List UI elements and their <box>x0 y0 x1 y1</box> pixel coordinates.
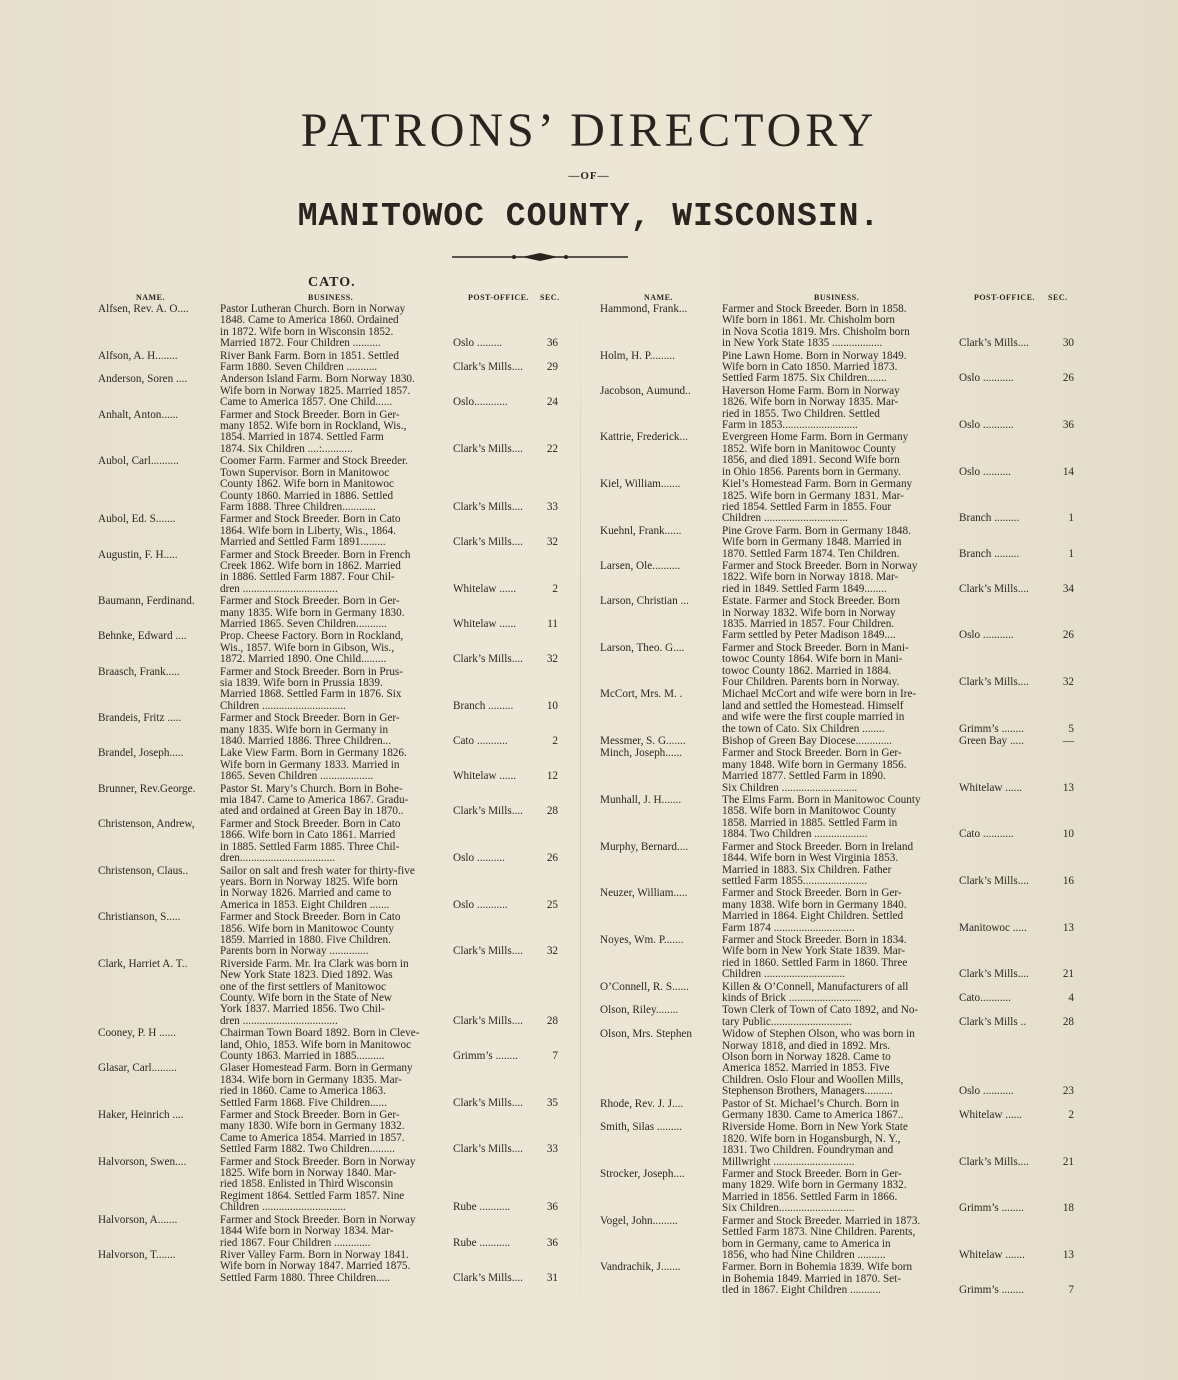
directory-entry <box>600 1216 1078 1262</box>
page-title: PATRONS’ DIRECTORY <box>300 104 878 157</box>
directory-entry <box>98 550 568 596</box>
entry-name: Neuzer, William..... <box>600 887 688 900</box>
directory-entry <box>98 1157 568 1214</box>
entry-sec: 26 <box>546 852 558 865</box>
entry-post-office: Clark’s Mills.... <box>959 337 1029 350</box>
directory-entry <box>98 912 568 958</box>
entry-sec: 28 <box>1062 1015 1074 1028</box>
entry-post-office: Branch ......... <box>959 512 1020 525</box>
entry-post-office: Grimm’s ........ <box>959 1284 1024 1297</box>
directory-entry <box>98 596 568 630</box>
entry-business: Farmer and Stock Breeder. Born in Ger- many 1829. Wife born in Germany 1832. Married in 1856. Settled Farm in 1866. Six Children........................... <box>722 1168 907 1215</box>
entry-business: Michael McCort and wife were born in Ire- land and settled the Homestead. Himself and wife were the first couple married in the town of Cato. Six Children ........ <box>722 688 917 735</box>
entry-post-office: Rube ........... <box>453 1236 511 1249</box>
entry-sec: 24 <box>546 396 558 409</box>
entry-sec: 7 <box>1068 1284 1074 1297</box>
entry-post-office: Clark’s Mills.... <box>453 442 523 455</box>
entry-sec: 36 <box>1062 419 1074 432</box>
directory-entry <box>600 1005 1078 1028</box>
entry-sec: 10 <box>546 699 558 712</box>
entry-post-office: Clark’s Mills.... <box>453 1014 523 1027</box>
directory-entry <box>98 1215 568 1249</box>
entry-business: Farmer and Stock Breeder. Born in 1858. Wife born in 1861. Mr. Chisholm born in Nova Scotia 1819. Mrs. Chisholm born in New York State 1835 .................. <box>722 303 910 350</box>
entry-post-office: Oslo .......... <box>959 465 1011 478</box>
entry-post-office: Clark’s Mills.... <box>959 968 1029 981</box>
entry-business: Estate. Farmer and Stock Breeder. Born in Norway 1832. Wife born in Norway 1835. Married in 1857. Four Children. Farm settled by Peter Madison 1849.... <box>722 595 901 642</box>
column-header-row <box>98 288 568 304</box>
entry-name: Olson, Mrs. Stephen <box>600 1028 692 1041</box>
directory-entry <box>600 596 1078 642</box>
directory-entry <box>98 410 568 456</box>
directory-entry <box>98 748 568 782</box>
entry-post-office: Clark’s Mills.... <box>453 536 523 549</box>
entry-name: Aubol, Carl.......... <box>98 455 179 468</box>
header-name: NAME. <box>136 293 165 302</box>
directory-entry <box>600 1029 1078 1097</box>
left-column <box>98 288 568 1285</box>
entry-name: Clark, Harriet A. T.. <box>98 957 188 970</box>
entry-name: Kattrie, Frederick... <box>600 431 688 444</box>
entry-business: Farmer and Stock Breeder. Born in Ger- many 1835. Wife born in Germany in 1840. Married 1886. Three Children... <box>220 712 400 748</box>
directory-entry <box>600 1262 1078 1296</box>
entry-business: Farmer and Stock Breeder. Born in Cato 1856. Wife born in Manitowoc County 1859. Married in 1880. Five Children. Parents born in Norway .............. <box>220 911 401 958</box>
entry-name: Kuehnl, Frank...... <box>600 524 682 537</box>
header-sec: SEC. <box>540 293 560 302</box>
entry-business: Widow of Stephen Olson, who was born in Norway 1818, and died in 1892. Mrs. Olson born in Norway 1828. Came to America 1852. Married in 1853. Five Children. Oslo Flour and Woollen Mills, Stephenson Brothers, Managers.......... <box>722 1028 915 1098</box>
entry-post-office: Clark’s Mills.... <box>453 945 523 958</box>
directory-entry <box>98 351 568 374</box>
entry-business: Coomer Farm. Farmer and Stock Breeder. Town Supervisor. Born in Manitowoc County 1862. Wife born in Manitowoc County 1860. Married in 1886. Settled Farm 1888. Three Children............ <box>220 455 408 513</box>
directory-entry <box>98 713 568 747</box>
entry-name: Vogel, John......... <box>600 1214 678 1227</box>
entry-name: McCort, Mrs. M. . <box>600 688 683 701</box>
entry-sec: 32 <box>1062 676 1074 688</box>
entry-business: Farmer and Stock Breeder. Born in Mani- towoc County 1864. Wife born in Mani- towoc County 1862. Married in 1884. Four Children. Parents born in Norway. <box>722 641 909 688</box>
directory-entry <box>98 1250 568 1284</box>
entry-name: Jacobson, Aumund.. <box>600 384 691 397</box>
entry-post-office: Grimm’s ........ <box>959 1202 1024 1215</box>
directory-entry <box>600 479 1078 525</box>
entry-post-office: Branch ......... <box>453 699 514 712</box>
entry-sec: — <box>1062 735 1074 748</box>
entry-post-office: Clark’s Mills.... <box>453 1143 523 1156</box>
directory-entry <box>600 982 1078 1005</box>
entry-sec: 21 <box>1062 968 1074 981</box>
directory-entry <box>600 748 1078 794</box>
entry-name: Christenson, Andrew, <box>98 817 195 830</box>
entry-name: Alfson, A. H........ <box>98 349 178 362</box>
entry-sec: 2 <box>1068 1109 1074 1122</box>
entry-post-office: Clark’s Mills.... <box>453 653 523 666</box>
page-fold <box>580 285 581 1325</box>
entry-name: O’Connell, R. S...... <box>600 980 689 993</box>
entry-sec: 11 <box>547 617 558 630</box>
entry-post-office: Clark’s Mills.... <box>453 1271 523 1284</box>
entry-business: Anderson Island Farm. Born Norway 1830. Wife born in Norway 1825. Married 1857. Came to America 1857. One Child...... <box>220 373 415 409</box>
entry-business: Riverside Farm. Mr. Ira Clark was born in New York State 1823. Died 1892. Was one of the first settlers of Manitowoc County. Wife born in the State of New York 1837. Married 1856. Two Chil- dren .................................. <box>220 957 409 1027</box>
header-post-office: POST-OFFICE. <box>468 293 530 302</box>
entry-name: Halvorson, T....... <box>98 1248 176 1261</box>
entry-business: Haverson Home Farm. Born in Norway 1826. Wife born in Norway 1835. Mar- ried in 1855. Two Children. Settled Farm in 1853........................... <box>722 384 900 432</box>
entry-business: Farmer and Stock Breeder. Born in Cato 1866. Wife born in Cato 1861. Married in 1885. Settled Farm 1885. Three Chil- dren.................................. <box>220 817 401 865</box>
entry-name: Haker, Heinrich .... <box>98 1109 184 1122</box>
entry-name: Larsen, Ole.......... <box>600 559 681 572</box>
directory-entry <box>98 631 568 665</box>
entry-post-office: Clark’s Mills .. <box>959 1015 1027 1028</box>
entry-business: Pastor of St. Michael’s Church. Born in Germany 1830. Came to America 1867.. <box>722 1097 904 1122</box>
entry-business: Farmer and Stock Breeder. Born in Norway 1822. Wife born in Norway 1818. Mar- ried in 1849. Settled Farm 1849........ <box>722 559 918 595</box>
entry-business: Chairman Town Board 1892. Born in Cleve- land, Ohio, 1853. Wife born in Manitowoc County 1863. Married in 1885.......... <box>220 1027 420 1062</box>
entry-post-office: Rube ........... <box>453 1201 511 1214</box>
entry-post-office: Cato ........... <box>453 735 508 748</box>
entry-sec: 12 <box>546 770 558 783</box>
entry-post-office: Grimm’s ........ <box>453 1050 518 1062</box>
entry-sec: 14 <box>1062 465 1074 478</box>
entry-post-office: Oslo ........... <box>959 419 1014 432</box>
entry-name: Larson, Christian ... <box>600 595 689 608</box>
entry-name: Aubol, Ed. S....... <box>98 513 176 526</box>
entry-sec: 13 <box>1062 781 1074 794</box>
entry-post-office: Cato........... <box>959 991 1011 1004</box>
entry-name: Minch, Joseph...... <box>600 747 683 760</box>
entry-post-office: Whitelaw ...... <box>959 1109 1023 1122</box>
entry-post-office: Clark’s Mills.... <box>959 676 1029 688</box>
entry-name: Brunner, Rev.George. <box>98 782 196 795</box>
entry-name: Hammond, Frank... <box>600 303 688 315</box>
directory-entry <box>98 667 568 713</box>
entry-sec: 36 <box>546 1201 558 1214</box>
directory-entry <box>600 689 1078 735</box>
entry-sec: 16 <box>1062 874 1074 887</box>
entry-sec: 13 <box>1062 921 1074 934</box>
entry-sec: 30 <box>1062 337 1074 350</box>
entry-name: Halvorson, A....... <box>98 1213 178 1226</box>
entry-name: Behnke, Edward .... <box>98 630 187 643</box>
entry-sec: 33 <box>546 1143 558 1156</box>
directory-entry <box>600 432 1078 478</box>
entry-business: Glaser Homestead Farm. Born in Germany 1834. Wife born in Germany 1835. Mar- ried in 1860. Came to America 1863. Settled Farm 1868. Five Children...... <box>220 1062 413 1109</box>
header-business: BUSINESS. <box>814 293 860 302</box>
entry-sec: 21 <box>1062 1155 1074 1168</box>
directory-entry <box>600 935 1078 981</box>
entry-name: Messmer, S. G....... <box>600 735 686 748</box>
entry-post-office: Oslo ........... <box>959 1085 1014 1098</box>
entry-post-office: Oslo............ <box>453 396 508 409</box>
entry-post-office: Clark’s Mills.... <box>959 582 1029 595</box>
entry-post-office: Whitelaw ....... <box>959 1248 1025 1261</box>
entry-business: Kiel’s Homestead Farm. Born in Germany 1825. Wife born in Germany 1831. Mar- ried 1854. Settled Farm in 1855. Four Children .............................. <box>722 478 913 525</box>
entry-business: Farmer and Stock Breeder. Born in Ireland 1844. Wife born in West Virginia 1853. Married in 1883. Six Children. Father settled Farm 1855....................... <box>722 840 914 887</box>
entry-business: Pine Lawn Home. Born in Norway 1849. Wife born in Cato 1850. Married 1873. Settled Farm 1875. Six Children....... <box>722 349 907 385</box>
entry-sec: 18 <box>1062 1202 1074 1215</box>
entry-post-office: Whitelaw ...... <box>453 617 517 630</box>
ornament-divider-icon <box>452 252 628 262</box>
entry-name: Baumann, Ferdinand. <box>98 595 195 608</box>
entry-name: Noyes, Wm. P....... <box>600 933 684 946</box>
entry-name: Olson, Riley........ <box>600 1004 679 1017</box>
entry-business: Farmer and Stock Breeder. Born in Cato 1864. Wife born in Liberty, Wis., 1864. Married and Settled Farm 1891......... <box>220 513 401 549</box>
title-connector: —OF— <box>568 170 610 182</box>
entry-sec: 28 <box>546 805 558 818</box>
entry-name: Cooney, P. H ...... <box>98 1027 176 1040</box>
entry-sec: 23 <box>1062 1085 1074 1098</box>
entry-sec: 1 <box>1068 512 1074 525</box>
entry-business: Killen & O’Connell, Manufacturers of all kinds of Brick .......................... <box>722 980 909 1004</box>
entry-sec: 5 <box>1068 722 1074 735</box>
entry-sec: 10 <box>1062 828 1074 841</box>
entry-name: Strocker, Joseph.... <box>600 1168 685 1181</box>
directory-entry <box>600 351 1078 385</box>
entry-name: Larson, Theo. G.... <box>600 641 685 654</box>
entry-sec: 22 <box>546 442 558 455</box>
entry-post-office: Clark’s Mills.... <box>959 874 1029 887</box>
right-column <box>600 288 1078 1298</box>
entry-sec: 33 <box>546 500 558 513</box>
entry-business: Pastor Lutheran Church. Born in Norway 1848. Came to America 1860. Ordained in 1872. Wife born in Wisconsin 1852. Married 1872. Four Children .......... <box>220 303 406 350</box>
entry-business: River Bank Farm. Born in 1851. Settled Farm 1880. Seven Children ........... <box>220 349 399 374</box>
entry-business: Sailor on salt and fresh water for thirty-five years. Born in Norway 1825. Wife born in Norway 1826. Married and came to America in 1853. Eight Children ....... <box>220 864 415 911</box>
entry-name: Smith, Silas ......... <box>600 1121 683 1134</box>
entry-post-office: Clark’s Mills.... <box>453 1096 523 1109</box>
entry-sec: 2 <box>552 735 558 748</box>
entry-name: Halvorson, Swen.... <box>98 1155 187 1168</box>
directory-entry <box>98 514 568 548</box>
entry-business: Riverside Home. Born in New York State 1820. Wife born in Hogansburgh, N. Y., 1831. Two Children. Foundryman and Millwright ............................. <box>722 1121 908 1168</box>
directory-entry <box>600 526 1078 560</box>
entry-sec: 35 <box>546 1096 558 1109</box>
directory-entry <box>600 561 1078 595</box>
entry-business: Farmer and Stock Breeder. Born in Ger- many 1848. Wife born in Germany 1856. Married 1877. Settled Farm in 1890. Six Children ........................... <box>722 747 907 794</box>
directory-entry <box>98 959 568 1027</box>
entry-post-office: Oslo ......... <box>453 337 503 350</box>
entry-post-office: Whitelaw ...... <box>959 781 1023 794</box>
township-heading: CATO. <box>308 275 356 290</box>
entry-post-office: Oslo ........... <box>959 629 1014 642</box>
entry-name: Augustin, F. H..... <box>98 548 178 561</box>
directory-entry <box>600 888 1078 934</box>
directory-entry <box>98 374 568 408</box>
entry-post-office: Grimm’s ........ <box>959 722 1024 735</box>
directory-entry <box>600 842 1078 888</box>
directory-entry <box>600 643 1078 689</box>
entry-post-office: Oslo ........... <box>959 372 1014 385</box>
entry-sec: 1 <box>1068 547 1074 560</box>
entry-business: River Valley Farm. Born in Norway 1841. Wife born in Norway 1847. Married 1875. Settled Farm 1880. Three Children..... <box>220 1248 411 1284</box>
entry-post-office: Clark’s Mills.... <box>453 361 523 374</box>
entry-post-office: Whitelaw ...... <box>453 770 517 783</box>
entry-sec: 32 <box>546 536 558 549</box>
entry-post-office: Clark’s Mills.... <box>453 500 523 513</box>
directory-entry <box>98 784 568 818</box>
directory-entry <box>98 1110 568 1156</box>
entry-business: Farmer. Born in Bohemia 1839. Wife born in Bohemia 1849. Married in 1870. Set- tled in 1867. Eight Children ........... <box>722 1261 913 1297</box>
header-sec: SEC. <box>1048 293 1068 302</box>
entry-sec: 4 <box>1068 991 1074 1004</box>
directory-entry <box>600 1169 1078 1215</box>
entry-business: Lake View Farm. Born in Germany 1826. Wife born in Germany 1833. Married in 1865. Seven Children ................... <box>220 747 407 783</box>
directory-entry <box>600 304 1078 350</box>
entry-sec: 36 <box>546 1236 558 1249</box>
entry-post-office: Clark’s Mills.... <box>959 1155 1029 1168</box>
entry-business: Farmer and Stock Breeder. Born in Ger- many 1830. Wife born in Germany 1832. Came to America 1854. Married in 1857. Settled Farm 1882. Two Children......... <box>220 1109 405 1156</box>
entry-name: Anhalt, Anton...... <box>98 408 179 421</box>
entry-post-office: Clark’s Mills.... <box>453 805 523 818</box>
entry-sec: 26 <box>1062 372 1074 385</box>
entry-name: Brandeis, Fritz ..... <box>98 712 182 725</box>
entry-business: Farmer and Stock Breeder. Born in Ger- many 1838. Wife born in Germany 1840. Married in 1864. Eight Children. Settled Farm 1874 ............................. <box>722 887 907 934</box>
directory-entry <box>600 736 1078 747</box>
entry-sec: 26 <box>1062 629 1074 642</box>
entry-post-office: Manitowoc ..... <box>959 921 1027 934</box>
entry-business: Prop. Cheese Factory. Born in Rockland, Wis., 1857. Wife born in Gibson, Wis., 1872. Married 1890. One Child......... <box>220 630 404 666</box>
entry-business: Farmer and Stock Breeder. Married in 1873. Settled Farm 1873. Nine Children. Parents, born in Germany, came to America in 1856, who had Nine Children .......... <box>722 1214 921 1261</box>
entry-post-office: Oslo ........... <box>453 898 508 911</box>
directory-entry <box>98 1028 568 1062</box>
column-header-row <box>600 288 1078 304</box>
entry-business: Farmer and Stock Breeder. Born in Norway 1825. Wife born in Norway 1840. Mar- ried 1858. Enlisted in Third Wisconsin Regiment 1864. Settled Farm 1857. Nine Children .............................. <box>220 1155 416 1214</box>
entry-business: Pine Grove Farm. Born in Germany 1848. Wife born in Germany 1848. Married in 1870. Settled Farm 1874. Ten Children. <box>722 524 911 560</box>
entry-sec: 32 <box>546 945 558 958</box>
entry-name: Glasar, Carl......... <box>98 1062 177 1075</box>
entry-name: Christenson, Claus.. <box>98 864 189 877</box>
entry-name: Kiel, William....... <box>600 478 681 491</box>
entry-sec: 13 <box>1062 1248 1074 1261</box>
directory-entry <box>600 795 1078 841</box>
page-subtitle: MANITOWOC COUNTY, WISCONSIN. <box>297 198 881 235</box>
entry-sec: 2 <box>552 582 558 595</box>
entry-sec: 29 <box>546 361 558 374</box>
entry-sec: 7 <box>552 1050 558 1062</box>
entry-business: Farmer and Stock Breeder. Born in French Creek 1862. Wife born in 1862. Married in 1886. Settled Farm 1887. Four Chil- dren .................................. <box>220 548 411 595</box>
entry-post-office: Cato ........... <box>959 828 1014 841</box>
header-post-office: POST-OFFICE. <box>974 293 1036 302</box>
entry-business: Farmer and Stock Breeder. Born in Ger- many 1852. Wife born in Rockland, Wis., 1854. Married in 1874. Settled Farm 1874. Six Children ....:........... <box>220 408 407 455</box>
entry-name: Vandrachik, J....... <box>600 1261 681 1274</box>
directory-entry <box>98 456 568 513</box>
entry-sec: 25 <box>546 898 558 911</box>
entry-name: Anderson, Soren .... <box>98 373 188 386</box>
entry-name: Holm, H. P......... <box>600 349 675 362</box>
entry-sec: 32 <box>546 653 558 666</box>
entry-business: Farmer and Stock Breeder. Born in Ger- many 1835. Wife born in Germany 1830. Married 1865. Seven Children........... <box>220 595 405 630</box>
directory-entry <box>98 304 568 350</box>
entry-post-office: Green Bay ..... <box>959 735 1024 748</box>
entry-business: The Elms Farm. Born in Manitowoc County 1858. Wife born in Manitowoc County 1858. Married in 1885. Settled Farm in 1884. Two Children ................... <box>722 794 921 841</box>
entry-name: Brandel, Joseph..... <box>98 747 184 760</box>
header-business: BUSINESS. <box>308 293 354 302</box>
header-name: NAME. <box>644 293 673 302</box>
entry-business: Farmer and Stock Breeder. Born in Prus- sia 1839. Wife born in Prussia 1839. Married 1868. Settled Farm in 1876. Six Children .............................. <box>220 665 404 712</box>
directory-entry <box>600 1122 1078 1168</box>
entry-business: Farmer and Stock Breeder. Born in 1834. Wife born in New York State 1839. Mar- ried in 1860. Settled Farm in 1860. Three Children ............................. <box>722 933 908 981</box>
directory-entry <box>600 1099 1078 1122</box>
directory-entry <box>98 1063 568 1109</box>
entry-post-office: Whitelaw ...... <box>453 582 517 595</box>
entry-name: Braasch, Frank..... <box>98 665 180 678</box>
entry-name: Alfsen, Rev. A. O.... <box>98 303 189 315</box>
entry-name: Rhode, Rev. J. J.... <box>600 1097 684 1110</box>
entry-business: Evergreen Home Farm. Born in Germany 1852. Wife born in Manitowoc County 1856, and died 1891. Second Wife born in Ohio 1856. Parents born in Germany. <box>722 431 909 478</box>
entry-sec: 36 <box>546 337 558 350</box>
entry-name: Murphy, Bernard.... <box>600 840 689 853</box>
directory-entry <box>98 819 568 865</box>
entry-business: Town Clerk of Town of Cato 1892, and No- tary Public............................. <box>722 1004 919 1028</box>
entry-business: Farmer and Stock Breeder. Born in Norway 1844 Wife born in Norway 1834. Mar- ried 1867. Four Children ............. <box>220 1213 416 1249</box>
entry-name: Munhall, J. H....... <box>600 794 682 807</box>
entry-sec: 31 <box>546 1271 558 1284</box>
directory-entry <box>98 866 568 912</box>
entry-name: Christianson, S..... <box>98 911 181 924</box>
entry-business: Pastor St. Mary’s Church. Born in Bohe- mia 1847. Came to America 1867. Gradu- ated and ordained at Green Bay in 1870.. <box>220 782 409 818</box>
directory-entry <box>600 386 1078 432</box>
entry-business: Bishop of Green Bay Diocese............. <box>722 735 892 748</box>
entry-post-office: Oslo .......... <box>453 852 505 865</box>
entry-post-office: Branch ......... <box>959 547 1020 560</box>
entry-sec: 34 <box>1062 582 1074 595</box>
entry-sec: 28 <box>546 1014 558 1027</box>
